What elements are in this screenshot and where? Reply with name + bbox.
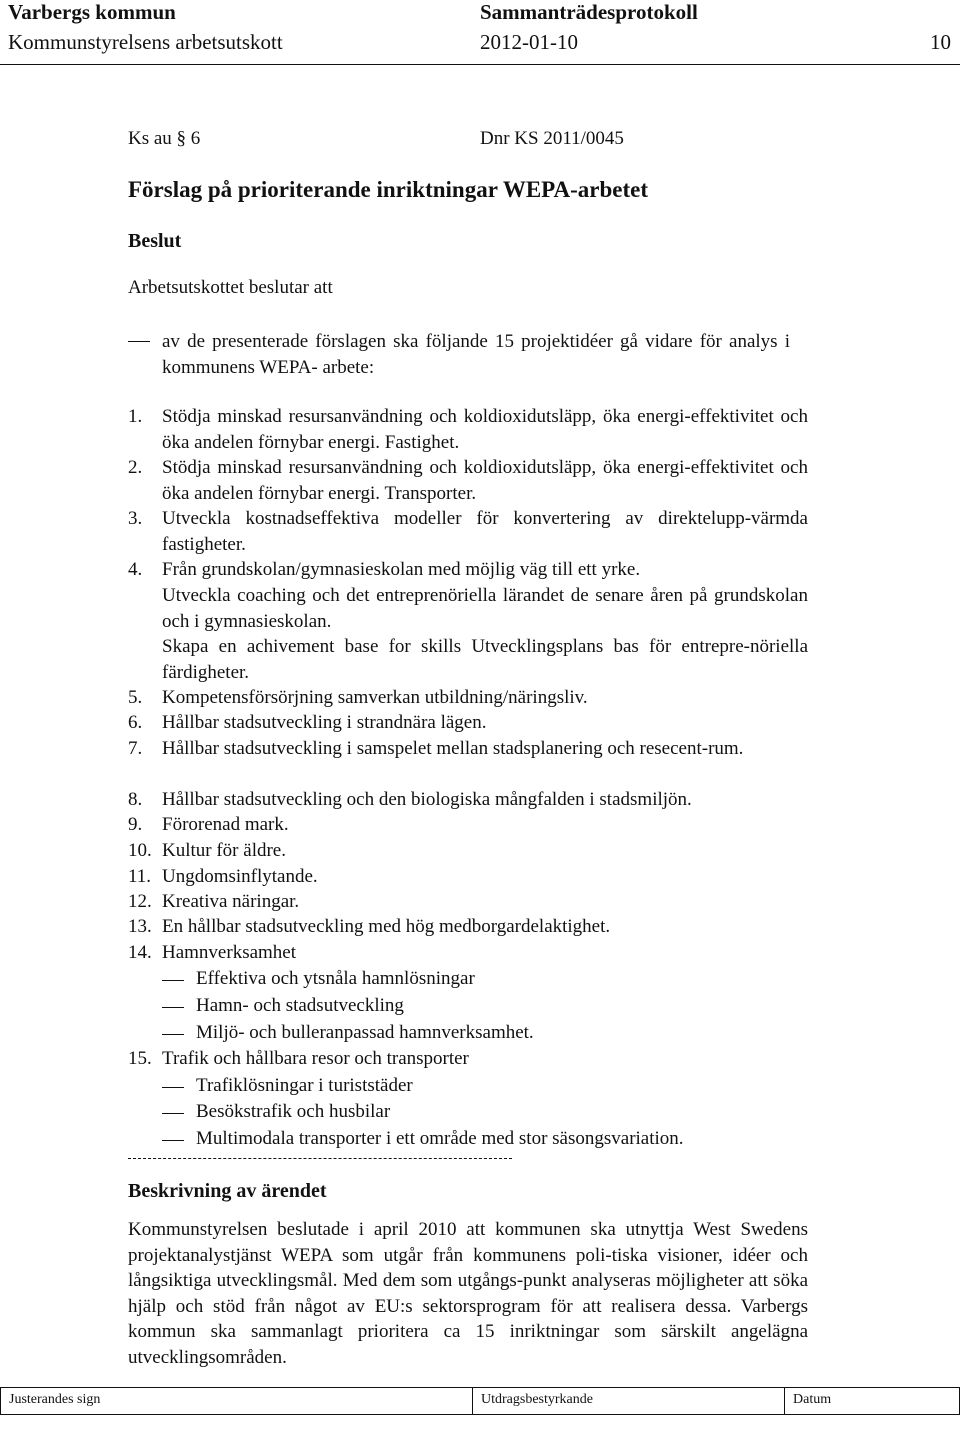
footer-extract-label: Utdragsbestyrkande: [473, 1388, 785, 1414]
sub-list-item: Hamn- och stadsutveckling: [196, 995, 404, 1016]
list-item-number: 4.: [128, 559, 143, 580]
decision-lead: av de presenterade förslagen ska följande 15 projektidéer gå vidare för analys i kommunens WEPA- arbete:: [162, 331, 790, 378]
list-item-number: 8.: [128, 789, 143, 810]
list-item-number: 7.: [128, 738, 143, 759]
list-item-number: 1.: [128, 406, 143, 427]
org-name: Varbergs kommun: [8, 0, 176, 24]
signature-footer: [0, 1387, 960, 1415]
list-item-text: Utveckla coaching och det entreprenöriella lärandet de senare åren på grundskolan och i gymnasieskolan.: [162, 585, 808, 632]
list-item-text: Förorenad mark.: [162, 814, 289, 835]
list-item-text: Hamnverksamhet: [162, 942, 297, 963]
committee-name: Kommunstyrelsens arbetsutskott: [8, 30, 283, 54]
meeting-date: 2012-01-10: [480, 30, 578, 54]
list-item-text: Kultur för äldre.: [162, 840, 286, 861]
section-separator: [128, 1158, 512, 1159]
dash-bullet: [162, 980, 184, 981]
list-item-number: 2.: [128, 457, 143, 478]
list-item-number: 3.: [128, 508, 143, 529]
list-item-text: Stödja minskad resursanvändning och koldioxidutsläpp, öka energi-effektivitet och öka andelen förnybar energi. Transporter.: [162, 457, 808, 504]
list-item-text: Trafik och hållbara resor och transporter: [162, 1048, 469, 1069]
dash-bullet: [162, 1007, 184, 1008]
header-divider: [0, 64, 960, 65]
case-title: Förslag på prioriterande inriktningar WEPA-arbetet: [128, 177, 649, 202]
dash-bullet: [162, 1113, 184, 1114]
dash-bullet: [162, 1087, 184, 1088]
footer-sign-label: Justerandes sign: [1, 1388, 473, 1414]
list-item-text: Kompetensförsörjning samverkan utbildning/näringsliv.: [162, 687, 588, 708]
sub-list-item: Miljö- och bulleranpassad hamnverksamhet.: [196, 1022, 534, 1043]
doc-type: Sammanträdesprotokoll: [480, 0, 698, 24]
decision-intro: Arbetsutskottet beslutar att: [128, 277, 333, 298]
sub-list-item: Multimodala transporter i ett område med stor säsongsvariation.: [196, 1128, 684, 1149]
list-item-text: Utveckla kostnadseffektiva modeller för konvertering av direktelupp-värmda fastigheter.: [162, 508, 808, 555]
dash-bullet: [128, 341, 150, 342]
list-item-number: 9.: [128, 814, 143, 835]
list-item-number: 15.: [128, 1048, 152, 1069]
list-item-number: 11.: [128, 866, 152, 887]
dash-bullet: [162, 1140, 184, 1141]
list-item-number: 13.: [128, 916, 152, 937]
description-heading: Beskrivning av ärendet: [128, 1180, 327, 1202]
list-item-text: En hållbar stadsutveckling med hög medborgardelaktighet.: [162, 916, 611, 937]
list-item-text: Hållbar stadsutveckling i samspelet mellan stadsplanering och resecent-rum.: [162, 738, 744, 759]
list-item-text: Stödja minskad resursanvändning och koldioxidutsläpp, öka energi-effektivitet och öka andelen förnybar energi. Fastighet.: [162, 406, 808, 453]
list-item-text: Hållbar stadsutveckling i strandnära lägen.: [162, 712, 487, 733]
list-item-number: 5.: [128, 687, 143, 708]
sub-list-item: Besökstrafik och husbilar: [196, 1101, 391, 1122]
sub-list-item: Effektiva och ytsnåla hamnlösningar: [196, 968, 475, 989]
description-text: Kommunstyrelsen beslutade i april 2010 att kommunen ska utnyttja West Swedens projektanalystjänst WEPA som utgår från kommunens poli-tiska visioner, idéer och långsiktiga utvecklingsmål. Med dem som utgångs-punkt analyseras möjligheter att söka hjälp och stöd från något av EU:s sektorsprogram för att realisera dessa. Varbergs kommun ska sammanlagt prioritera ca 15 inriktningar som särskilt angelägna utvecklingsområden.: [128, 1219, 808, 1368]
case-paragraph: Ks au § 6: [128, 128, 201, 149]
page-number: 10: [930, 30, 951, 54]
list-item-text: Hållbar stadsutveckling och den biologiska mångfalden i stadsmiljön.: [162, 789, 692, 810]
list-item-text: Från grundskolan/gymnasieskolan med möjlig väg till ett yrke.: [162, 559, 641, 580]
list-item-text: Kreativa näringar.: [162, 891, 300, 912]
list-item-number: 14.: [128, 942, 152, 963]
list-item-text: Skapa en achivement base for skills Utvecklingsplans bas för entrepre-nöriella färdigheter.: [162, 636, 808, 683]
sub-list-item: Trafiklösningar i turiststäder: [196, 1075, 413, 1096]
footer-date-label: Datum: [793, 1392, 832, 1407]
case-dnr: Dnr KS 2011/0045: [480, 128, 624, 149]
page-header-top: [0, 0, 960, 26]
dash-bullet: [162, 1034, 184, 1035]
list-item-number: 10.: [128, 840, 152, 861]
list-item-number: 6.: [128, 712, 143, 733]
list-item-text: Ungdomsinflytande.: [162, 866, 318, 887]
decision-heading: Beslut: [128, 230, 182, 252]
list-item-number: 12.: [128, 891, 152, 912]
page-header-bottom: [0, 26, 960, 62]
